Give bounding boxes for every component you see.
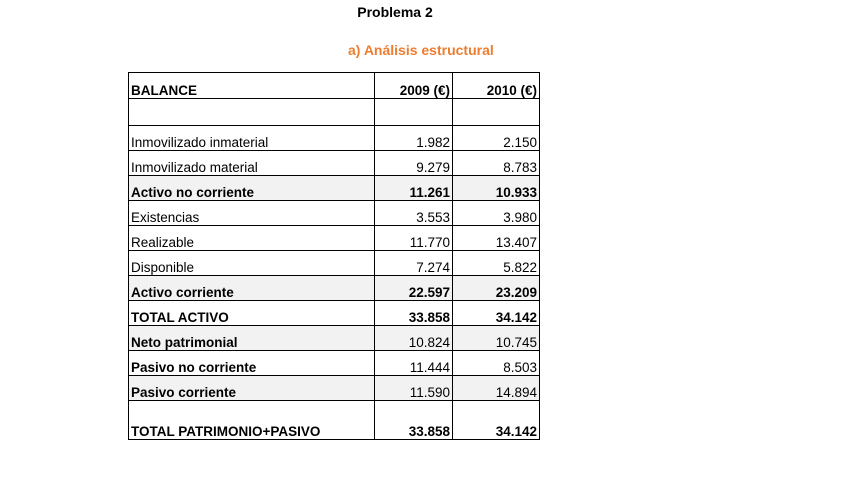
row-label: Inmovilizado material [129,151,375,176]
table-row [129,376,540,401]
row-value-2009: 33.858 [375,301,453,326]
row-label: Existencias [129,201,375,226]
row-label: Disponible [129,251,375,276]
row-value-2009: 3.553 [375,201,453,226]
balance-table [128,72,540,440]
row-value-2009: 33.858 [375,401,453,440]
row-value-2010: 8.783 [453,151,540,176]
row-label: Activo no corriente [129,176,375,201]
row-label: TOTAL ACTIVO [129,301,375,326]
row-value-2009: 11.590 [375,376,453,401]
row-value-2010: 14.894 [453,376,540,401]
header-2009: 2009 (€) [375,73,453,99]
header-balance: BALANCE [129,73,375,99]
row-value-2010: 2.150 [453,126,540,151]
row-value-2009: 1.982 [375,126,453,151]
row-value-2010 [453,99,540,126]
row-label: Pasivo no corriente [129,351,375,376]
table-row-subtotal [129,176,540,201]
table-row-subtotal [129,276,540,301]
row-label: Realizable [129,226,375,251]
row-value-2009: 9.279 [375,151,453,176]
row-value-2010: 3.980 [453,201,540,226]
row-value-2010: 34.142 [453,301,540,326]
row-label: Neto patrimonial [129,326,375,351]
table-row [129,251,540,276]
header-2010: 2010 (€) [453,73,540,99]
row-value-2009: 10.824 [375,326,453,351]
row-value-2010: 5.822 [453,251,540,276]
section-subtitle: a) Análisis estructural [348,42,494,58]
row-label: Activo corriente [129,276,375,301]
row-value-2009: 11.770 [375,226,453,251]
row-label: Pasivo corriente [129,376,375,401]
table-row [129,226,540,251]
document-title: Problema 2 [357,4,433,20]
row-value-2009: 11.261 [375,176,453,201]
row-value-2010: 10.933 [453,176,540,201]
row-value-2010: 8.503 [453,351,540,376]
row-value-2009: 22.597 [375,276,453,301]
table-header-row [129,73,540,99]
row-label [129,99,375,126]
row-label: TOTAL PATRIMONIO+PASIVO [129,401,375,440]
row-value-2010: 13.407 [453,226,540,251]
row-value-2009 [375,99,453,126]
table-row [129,326,540,351]
row-value-2009: 7.274 [375,251,453,276]
row-value-2010: 10.745 [453,326,540,351]
row-value-2010: 34.142 [453,401,540,440]
row-label: Inmovilizado inmaterial [129,126,375,151]
table-row-total [129,301,540,326]
table-row-total [129,401,540,440]
table-row [129,151,540,176]
row-value-2009: 11.444 [375,351,453,376]
row-value-2010: 23.209 [453,276,540,301]
table-row [129,201,540,226]
table-row [129,351,540,376]
table-row [129,126,540,151]
table-row-empty [129,99,540,126]
